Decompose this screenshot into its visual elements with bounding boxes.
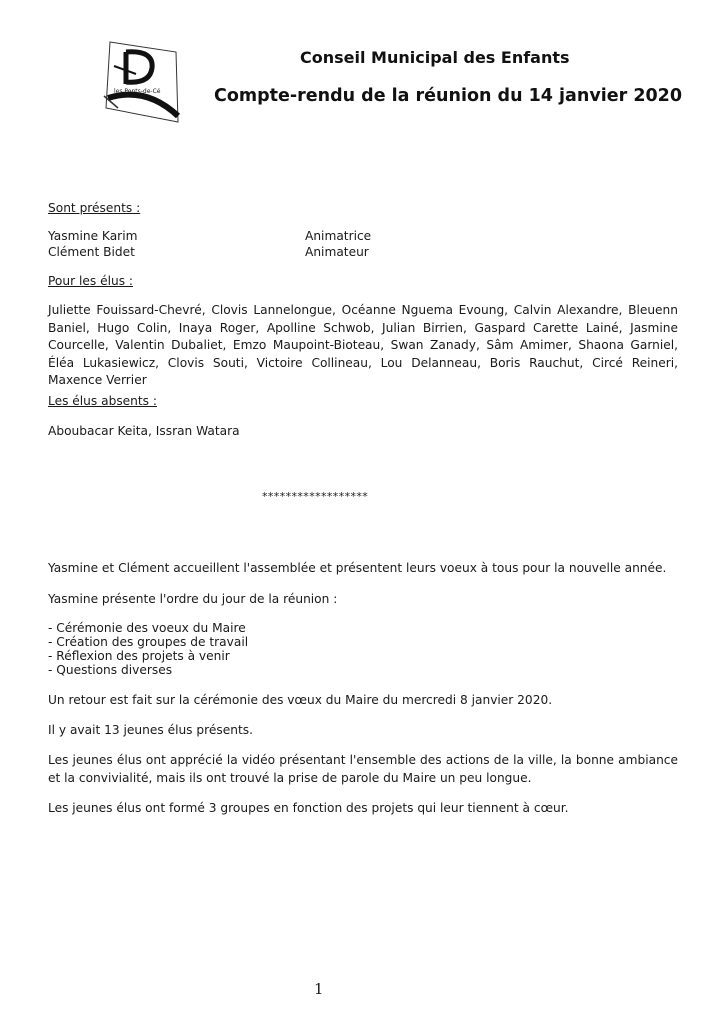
elus-list: Juliette Fouissard-Chevré, Clovis Lannelongue, Océanne Nguema Evoung, Calvin Alexandre, Bleuenn Baniel, Hugo Colin, Inaya Roger, Apolline Schwob, Julian Birrien, Gaspard Carette Lainé, Jasmine Courcelle, Valentin Dubaliet, Emzo Maupoint-Bioteau, Swan Zanady, Sâm Amimer, Shaona Garniel, Éléa Lukasiewicz, Clovis Souti, Victoire Collineau, Lou Delanneau, Boris Rauchut, Circé Reineri, Maxence Verrier: [48, 303, 678, 387]
present-role: Animatrice: [305, 229, 372, 243]
agenda-item: - Cérémonie des voeux du Maire: [48, 621, 246, 635]
present-role: Animateur: [305, 245, 369, 259]
agenda-item: - Questions diverses: [48, 663, 173, 677]
paragraph-welcome: Yasmine et Clément accueillent l'assemblée et présentent leurs voeux à tous pour la nouvelle année.: [48, 561, 667, 575]
logo-text: les Ponts-de-Cé: [114, 88, 161, 95]
paragraph-groups: Les jeunes élus ont formé 3 groupes en fonction des projets qui leur tiennent à cœur.: [48, 801, 569, 815]
present-name: Clément Bidet: [48, 245, 135, 259]
paragraph-feedback: Les jeunes élus ont apprécié la vidéo présentant l'ensemble des actions de la ville, la bonne ambiance et la convivialité, mais ils ont trouvé la prise de parole du Maire un peu longue.: [48, 753, 678, 785]
municipal-logo: [96, 38, 182, 126]
paragraph-attendance: Il y avait 13 jeunes élus présents.: [48, 723, 253, 737]
agenda-item: - Réflexion des projets à venir: [48, 649, 230, 663]
paragraph-ceremony: Un retour est fait sur la cérémonie des vœux du Maire du mercredi 8 janvier 2020.: [48, 693, 553, 707]
paragraph-agenda-intro: Yasmine présente l'ordre du jour de la réunion :: [48, 592, 338, 606]
separator: ******************: [262, 490, 369, 503]
presents-heading: Sont présents :: [48, 201, 141, 215]
document-title: Conseil Municipal des Enfants: [300, 48, 570, 67]
absents-heading: Les élus absents :: [48, 394, 158, 408]
document-subtitle: Compte-rendu de la réunion du 14 janvier 2020: [214, 86, 683, 106]
agenda-list: [48, 620, 248, 676]
absents-list: Aboubacar Keita, Issran Watara: [48, 424, 240, 438]
agenda-item: - Création des groupes de travail: [48, 635, 249, 649]
page-number: 1: [314, 980, 324, 998]
present-name: Yasmine Karim: [48, 229, 138, 243]
elus-heading: Pour les élus :: [48, 274, 134, 288]
